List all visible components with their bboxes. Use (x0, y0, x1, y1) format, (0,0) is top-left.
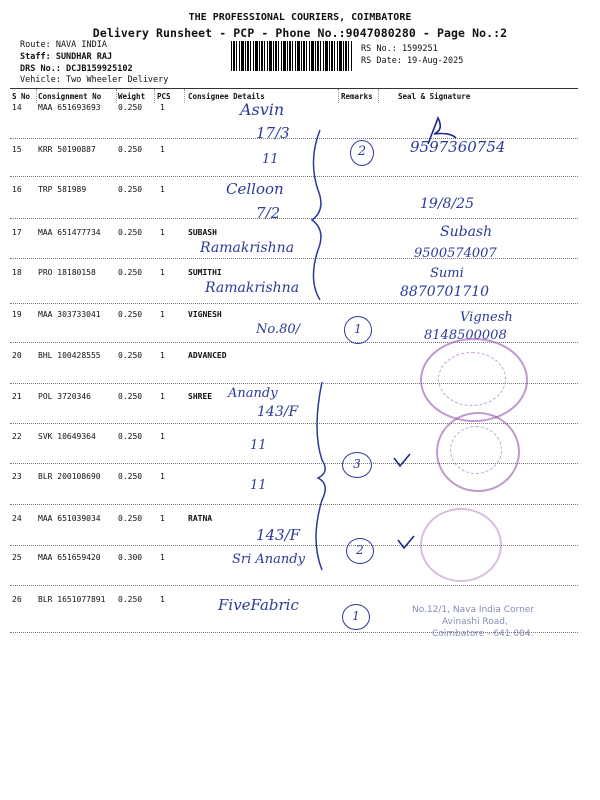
row-consignment: KRR 50190887 (38, 145, 96, 154)
signature-name: Subash (440, 224, 493, 240)
row-consignment: TRP 581989 (38, 185, 87, 194)
handwritten-number: 143/F (257, 404, 299, 420)
row-sno: 24 (12, 514, 22, 523)
row-weight: 0.250 (118, 185, 143, 194)
col-divider (116, 89, 117, 103)
row-consignee: RATNA (188, 514, 213, 523)
row-sno: 18 (12, 268, 22, 277)
signature-phone: 9597360754 (410, 138, 506, 156)
row-consignment: SVK 10649364 (38, 432, 96, 441)
signature-name: Vignesh (460, 310, 513, 325)
row-sno: 15 (12, 145, 22, 154)
row-pcs: 1 (160, 392, 165, 401)
remark-circle: 1 (344, 316, 372, 344)
rs-date: RS Date: 19-Aug-2025 (361, 56, 464, 66)
row-weight: 0.250 (118, 268, 143, 277)
vehicle-label: Vehicle: Two Wheeler Delivery (20, 75, 169, 85)
row-consignee: SHREE (188, 392, 213, 401)
row-pcs: 1 (160, 310, 165, 319)
tick-mark (396, 534, 416, 550)
handwritten-address: Anandy (228, 386, 278, 401)
stamp-address-line: No.12/1, Nava India Corner (412, 605, 535, 615)
signature-date: 19/8/25 (420, 196, 474, 212)
col-divider (36, 89, 37, 103)
stamp-address-line: Avinashi Road, (442, 617, 508, 627)
col-pcs: PCS (157, 92, 171, 101)
row-divider (10, 585, 578, 586)
handwritten-name: Asvin (240, 100, 285, 119)
row-sno: 16 (12, 185, 22, 194)
row-consignment: MAA 651477734 (38, 228, 101, 237)
remark-circle: 1 (342, 604, 370, 630)
row-weight: 0.250 (118, 432, 143, 441)
handwritten-name: FiveFabric (218, 596, 299, 614)
row-pcs: 1 (160, 268, 165, 277)
row-weight: 0.250 (118, 392, 143, 401)
company-seal (420, 508, 502, 582)
row-pcs: 1 (160, 514, 165, 523)
signature-name: Sumi (430, 266, 464, 281)
rs-number: RS No.: 1599251 (361, 44, 438, 54)
row-pcs: 1 (160, 103, 165, 112)
row-sno: 23 (12, 472, 22, 481)
table-row (12, 185, 578, 227)
row-consignment: PRO 18180158 (38, 268, 96, 277)
row-consignment: MAA 651693693 (38, 103, 101, 112)
row-consignment: BHL 100428555 (38, 351, 101, 360)
row-divider (10, 504, 578, 505)
handwritten-address: Sri Anandy (232, 552, 305, 567)
col-divider (378, 89, 379, 103)
col-divider (154, 89, 155, 103)
col-weight: Weight (118, 92, 146, 101)
remark-circle: 3 (342, 452, 372, 478)
row-pcs: 1 (160, 595, 165, 604)
signature-phone: 8148500008 (424, 328, 507, 343)
company-seal-inner (438, 352, 506, 406)
row-consignee: SUMITHI (188, 268, 222, 277)
row-sno: 26 (12, 595, 22, 604)
handwritten-address: 7/2 (256, 204, 281, 222)
row-sno: 21 (12, 392, 22, 401)
row-weight: 0.250 (118, 228, 143, 237)
brace-marks (300, 100, 340, 640)
row-consignment: BLR 1651077891 (38, 595, 106, 604)
handwritten-address: No.80/ (256, 322, 301, 337)
row-consignee: SUBASH (188, 228, 217, 237)
row-consignee: VIGNESH (188, 310, 222, 319)
remark-circle: 2 (346, 538, 374, 564)
barcode (231, 41, 352, 71)
row-sno: 19 (12, 310, 22, 319)
row-pcs: 1 (160, 228, 165, 237)
row-weight: 0.250 (118, 472, 143, 481)
row-consignee: ADVANCED (188, 351, 227, 360)
row-sno: 22 (12, 432, 22, 441)
row-weight: 0.300 (118, 553, 143, 562)
col-consignment: Consignment No (38, 92, 102, 101)
remark-circle: 2 (350, 140, 374, 166)
handwritten-address: 143/F (256, 526, 301, 544)
row-consignment: POL 3720346 (38, 392, 91, 401)
row-sno: 14 (12, 103, 22, 112)
row-consignment: MAA 303733041 (38, 310, 101, 319)
signature-phone: 9500574007 (414, 246, 497, 261)
row-weight: 0.250 (118, 310, 143, 319)
row-pcs: 1 (160, 472, 165, 481)
row-pcs: 1 (160, 351, 165, 360)
row-divider (10, 176, 578, 177)
row-sno: 20 (12, 351, 22, 360)
sheet-title: Delivery Runsheet - PCP - Phone No.:9047080280 - Page No.:2 (92, 26, 508, 40)
row-divider (10, 303, 578, 304)
row-consignment: MAA 651659420 (38, 553, 101, 562)
row-weight: 0.250 (118, 145, 143, 154)
handwritten-address: 17/3 (256, 124, 290, 142)
tick-mark (392, 452, 412, 468)
col-remarks: Remarks (341, 92, 373, 101)
row-weight: 0.250 (118, 103, 143, 112)
row-weight: 0.250 (118, 514, 143, 523)
handwritten-ditto: 11 (250, 478, 267, 493)
handwritten-address: Ramakrishna (200, 240, 295, 256)
handwritten-address: Ramakrishna (205, 280, 300, 296)
row-weight: 0.250 (118, 595, 143, 604)
row-divider (10, 218, 578, 219)
row-pcs: 1 (160, 432, 165, 441)
header-top-rule (10, 88, 578, 89)
staff-label: Staff: SUNDHAR RAJ (20, 52, 113, 62)
signature-phone: 8870701710 (400, 284, 490, 300)
company-title: THE PROFESSIONAL COURIERS, COIMBATORE (188, 12, 412, 23)
col-consignee: Consignee Details (188, 92, 265, 101)
drs-number: DRS No.: DCJB159925102 (20, 64, 133, 74)
brace-mark (316, 382, 325, 570)
row-weight: 0.250 (118, 351, 143, 360)
handwritten-ditto: 11 (250, 438, 267, 453)
company-seal-inner (450, 426, 502, 474)
route-label: Route: NAVA INDIA (20, 40, 107, 50)
tick-stroke (398, 536, 414, 548)
col-sno: S No (12, 92, 31, 101)
row-consignment: BLR 200108690 (38, 472, 101, 481)
handwritten-ditto: 11 (262, 152, 279, 167)
brace-mark (312, 130, 321, 300)
handwritten-name: Celloon (226, 180, 284, 198)
row-pcs: 1 (160, 145, 165, 154)
col-divider (184, 89, 185, 103)
row-sno: 25 (12, 553, 22, 562)
stamp-address-line: Coimbatore - 641 004. (432, 629, 534, 639)
tick-stroke (394, 454, 410, 466)
row-consignment: MAA 651039034 (38, 514, 101, 523)
row-sno: 17 (12, 228, 22, 237)
row-pcs: 1 (160, 185, 165, 194)
col-seal-signature: Seal & Signature (398, 92, 471, 101)
row-pcs: 1 (160, 553, 165, 562)
